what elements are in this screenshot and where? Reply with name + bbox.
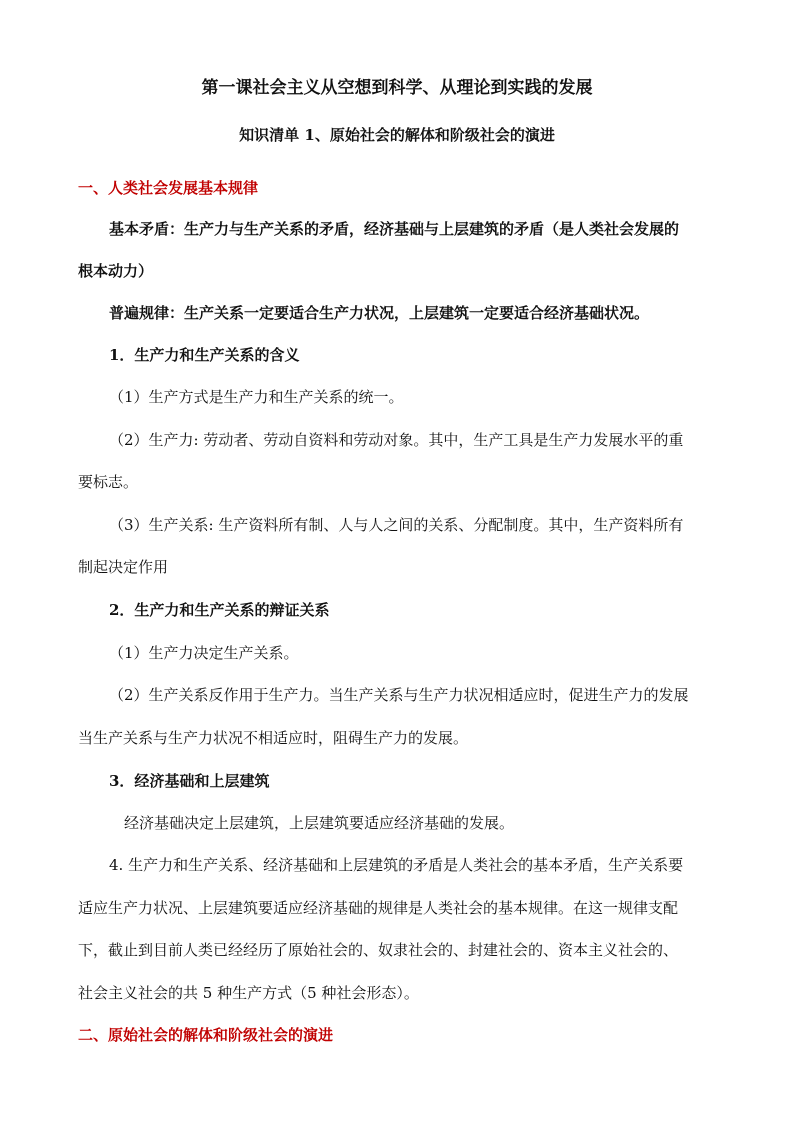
item-3-heading: 3．经济基础和上层建筑 [109, 772, 270, 790]
universal-law: 普遍规律：生产关系一定要适合生产力状况，上层建筑一定要适合经济基础状况。 [109, 304, 650, 322]
document-subtitle: 知识清单 1、原始社会的解体和阶级社会的演进 [239, 126, 555, 144]
item-1-heading: 1．生产力和生产关系的含义 [109, 346, 300, 364]
item-4-line-2: 适应生产力状况、上层建筑要适应经济基础的规律是人类社会的基本规律。在这一规律支配 [78, 899, 679, 917]
item-2-paragraph-2-line-2: 当生产关系与生产力状况不相适应时，阻碍生产力的发展。 [78, 729, 469, 747]
item-1-paragraph-3-line-1: （3）生产关系: 生产资料所有制、人与人之间的关系、分配制度。其中，生产资料所有 [109, 516, 684, 534]
item-1-paragraph-2-line-2: 要标志。 [78, 473, 139, 491]
basic-contradiction-line-2: 根本动力） [78, 262, 154, 280]
section-heading-2: 二、原始社会的解体和阶级社会的演进 [78, 1026, 334, 1044]
item-1-paragraph-1: （1）生产方式是生产力和生产关系的统一。 [109, 388, 404, 406]
item-2-paragraph-2-line-1: （2）生产关系反作用于生产力。当生产关系与生产力状况相适应时，促进生产力的发展 [109, 686, 689, 704]
item-2-paragraph-1: （1）生产力决定生产关系。 [109, 644, 299, 662]
item-4-line-4: 社会主义社会的共 5 种生产方式（5 种社会形态）。 [78, 984, 419, 1002]
document-title: 第一课社会主义从空想到科学、从理论到实践的发展 [201, 78, 593, 98]
item-4-line-1: 4. 生产力和生产关系、经济基础和上层建筑的矛盾是人类社会的基本矛盾，生产关系要 [109, 856, 684, 874]
item-4-line-3: 下，截止到目前人类已经经历了原始社会的、奴隶社会的、封建社会的、资本主义社会的、 [78, 941, 679, 959]
item-1-paragraph-2-line-1: （2）生产力: 劳动者、劳动自资料和劳动对象。其中，生产工具是生产力发展水平的重 [109, 431, 684, 449]
section-heading-1: 一、人类社会发展基本规律 [78, 179, 259, 197]
item-3-paragraph-1: 经济基础决定上层建筑，上层建筑要适应经济基础的发展。 [124, 814, 515, 832]
item-2-heading: 2．生产力和生产关系的辩证关系 [109, 601, 330, 619]
item-1-paragraph-3-line-2: 制起决定作用 [78, 558, 169, 576]
basic-contradiction-line-1: 基本矛盾：生产力与生产关系的矛盾，经济基础与上层建筑的矛盾（是人类社会发展的 [109, 220, 680, 238]
